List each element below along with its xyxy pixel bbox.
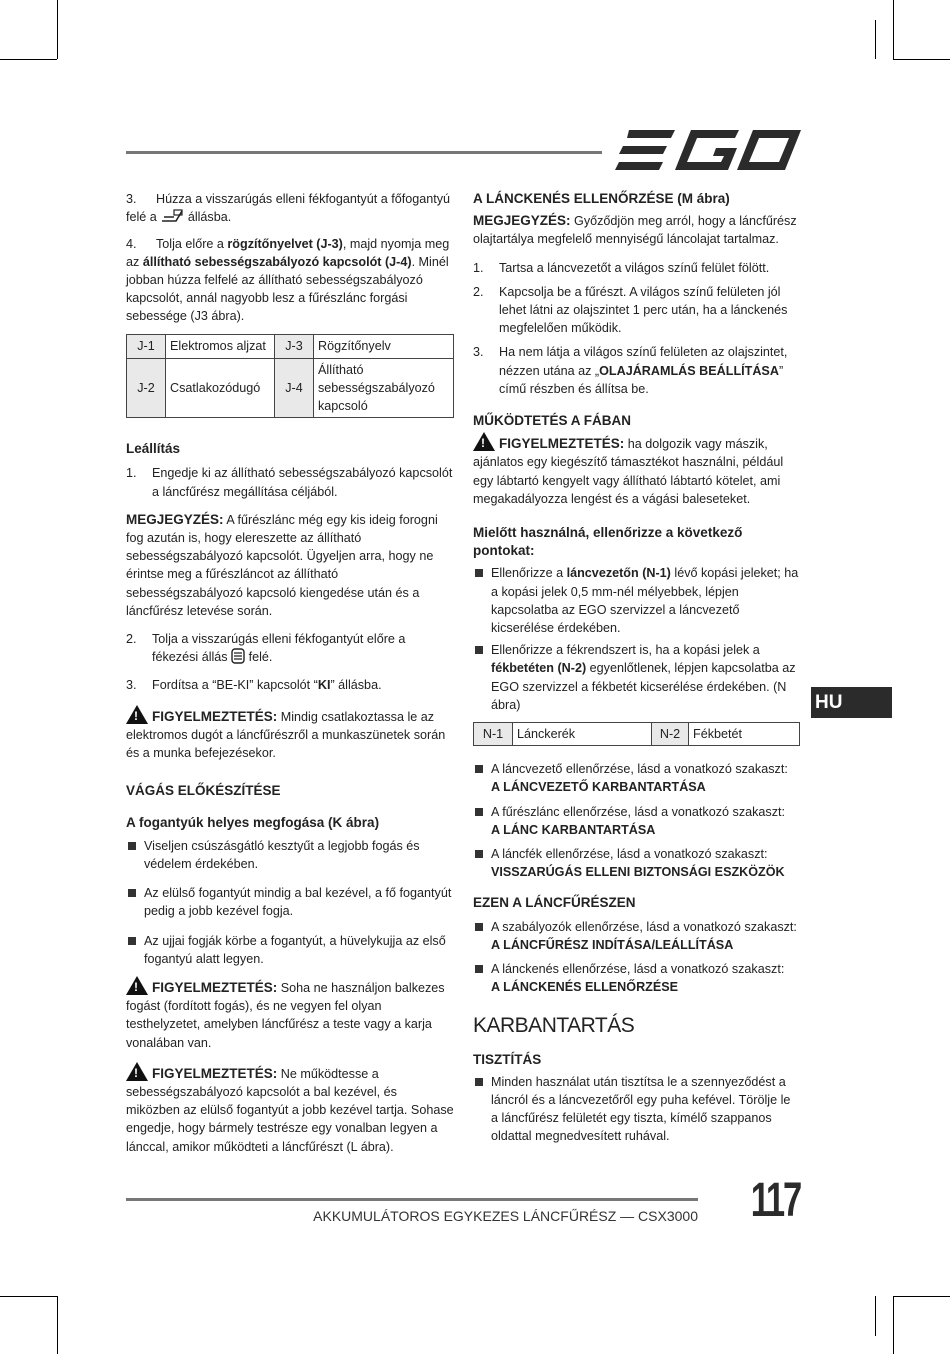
- table-row: [127, 334, 454, 358]
- bullet-icon: [475, 850, 483, 858]
- table-value: Rögzítőnyelv: [314, 334, 454, 358]
- check-step-3: [473, 343, 800, 398]
- table-key: J-1: [127, 334, 166, 358]
- step-4-bold: állítható sebességszabályozó kapcsolót (J-4): [142, 254, 412, 269]
- note-label: MEGJEGYZÉS:: [126, 511, 224, 527]
- crop-mark: [0, 1296, 57, 1297]
- check-step-1: [473, 259, 800, 277]
- left-column: [126, 190, 454, 1156]
- warning-label: FIGYELMEZTETÉS:: [152, 1065, 278, 1081]
- warning-text: Mindig csatlakoztassa le az elektromos dugót a láncfűrészről a munkaszünetek során és a munka befejezésekor.: [126, 709, 446, 761]
- list-item: [473, 564, 800, 637]
- brake-position-icon: [231, 648, 245, 664]
- note: [126, 511, 454, 620]
- step-number: 2.: [473, 284, 484, 299]
- step-3-body: Húzza a visszarúgás elleni fékfogantyút a főfogantyú felé a: [126, 192, 451, 225]
- list-item-text: [491, 803, 785, 839]
- cut-heading: VÁGÁS ELŐKÉSZÍTÉSE: [126, 783, 281, 799]
- check-step-2: [473, 283, 800, 338]
- step-number: 2.: [126, 632, 137, 647]
- list-item-text: [491, 918, 797, 954]
- step-number: 3.: [126, 678, 137, 693]
- step-number: 3.: [473, 345, 484, 360]
- stop-step-1: [126, 464, 454, 500]
- lubrication-check-heading: A LÁNCKENÉS ELLENŐRZÉSE (M ábra): [473, 191, 730, 206]
- step-number: 4.: [126, 236, 137, 251]
- table-key: J-2: [127, 358, 166, 418]
- language-tab-label: HU: [815, 692, 843, 713]
- bullet-icon: [475, 765, 483, 773]
- table-key: J-3: [275, 334, 314, 358]
- bullet-icon: [475, 569, 483, 577]
- warning-label: FIGYELMEZTETÉS:: [152, 979, 278, 995]
- step-tail: felé.: [248, 650, 273, 665]
- list-item: [473, 641, 800, 714]
- list-item: [473, 760, 800, 796]
- table-row: [474, 723, 800, 746]
- table-value: Állítható sebességszabályozó kapcsoló: [314, 358, 454, 418]
- step-text: Kapcsolja be a fűrészt. A világos színű felületen jól lehet látni az olajszintet 1 perc után, ha a lánckenés megfelelően működik.: [499, 284, 788, 336]
- step-4-text: Tolja előre a: [156, 236, 228, 251]
- step-4-text: , majd nyomja meg az: [126, 236, 450, 269]
- bullet-icon: [475, 808, 483, 816]
- header-rule: [126, 151, 602, 154]
- warning: [473, 432, 800, 508]
- bullet-icon: [475, 965, 483, 973]
- list-item: [126, 932, 454, 968]
- list-item-text: Az ujjai fogják körbe a fogantyút, a hüvelykujja az első fogantyú alatt legyen.: [144, 933, 446, 966]
- before-use-heading: Mielőtt használná, ellenőrizze a következő pontokat:: [473, 525, 743, 559]
- list-item-text: [491, 960, 784, 996]
- step-body: Ha nem látja a világos színű felületen az olajszintet, nézzen utána az „: [499, 345, 788, 378]
- list-item-bold: A LÁNCFŰRÉSZ INDÍTÁSA/LEÁLLÍTÁSA: [491, 937, 734, 952]
- list-item-bold: VISSZARÚGÁS ELLENI BIZTONSÁGI ESZKÖZÖK: [491, 865, 785, 880]
- crop-mark: [893, 1296, 950, 1297]
- note-label: MEGJEGYZÉS:: [473, 213, 571, 229]
- step-number: 1.: [126, 466, 137, 481]
- step-body: ” című részben és állítsa be.: [499, 363, 784, 396]
- step-text: [499, 343, 800, 398]
- list-item-body: A fűrészlánc ellenőrzése, lásd a vonatkozó szakaszt:: [491, 804, 786, 819]
- warning-icon: [126, 705, 148, 724]
- footer-text: AKKUMULÁTOROS EGYKEZES LÁNCFŰRÉSZ — CSX3000: [313, 1208, 698, 1224]
- table-row: [127, 358, 454, 418]
- parts-table-j: [126, 334, 454, 419]
- bullet-icon: [128, 889, 136, 897]
- crop-mark: [57, 0, 58, 59]
- crop-mark: [875, 20, 876, 59]
- list-item-body: egyenlőtlenek, lépjen kapcsolatba az EGO szervizzel a fékbetét kicserélése érdekében. (N ábra): [491, 661, 796, 712]
- stop-heading: Leállítás: [126, 441, 181, 457]
- step-4-bold: rögzítőnyelvet (J-3): [227, 236, 343, 251]
- step-text: Engedje ki az állítható sebességszabályozó kapcsolót a láncfűrész megállítása céljából.: [152, 466, 453, 499]
- ego-logo: [615, 130, 801, 172]
- list-item-body: A lánckenés ellenőrzése, lásd a vonatkozó szakaszt:: [491, 962, 785, 977]
- crop-mark: [57, 1296, 58, 1354]
- warning-icon: [126, 1062, 148, 1081]
- list-item-text: Az elülső fogantyút mindig a bal kezével, a fő fogantyút pedig a jobb kezével fogja.: [144, 886, 452, 919]
- note-text: A fűrészlánc még egy kis ideig forogni fog azután is, hogy elereszette az állítható sebességszabályozó kapcsolót. Ügyeljen arra, hogy ne érintse meg a fűrészláncot az állítható sebességszabályozó kapcsoló kiengedése után és a láncfűrész letevése során.: [126, 512, 438, 618]
- list-item: [473, 918, 800, 954]
- list-item-bold: A LÁNC KARBANTARTÁSA: [491, 822, 656, 837]
- bullet-icon: [475, 646, 483, 654]
- list-item: [473, 960, 800, 996]
- crop-mark: [0, 59, 57, 60]
- list-item-text: Minden használat után tisztítsa le a szennyeződést a láncról és a láncvezetőről egy puha kefével. Törölje le a láncfűrész felületét egy tiszta, kímélő szappanos oldattal megnedvesített ruhával.: [491, 1074, 791, 1144]
- table-value: Elektromos aljzat: [166, 334, 275, 358]
- list-item-bold: A LÁNCVEZETŐ KARBANTARTÁSA: [491, 780, 706, 795]
- list-item-body: Ellenőrizze a: [491, 566, 567, 581]
- maintenance-heading: KARBANTARTÁS: [473, 1013, 635, 1037]
- right-column: [473, 190, 800, 1146]
- crop-mark: [893, 59, 950, 60]
- step-4-text: . Minél jobban húzza felfelé az állítható sebességszabályozó kapcsolót, annál nagyobb lesz a fűrészlánc forgási sebessége (J3 ábra).: [126, 254, 449, 324]
- step-text: [152, 630, 454, 666]
- warning-text: Ne működtesse a sebességszabályozó kapcsolót a bal kezével, és miközben az elülső fogantyút a jobb kezével tartja. Sohase engedje, hogy bármely testrésze egy vonalban legyen a lánccal, amikor működteti a láncfűrészt (L ábra).: [126, 1066, 454, 1154]
- warning-2: [126, 976, 454, 1052]
- list-item: [126, 837, 454, 873]
- saw-heading: EZEN A LÁNCFŰRÉSZEN: [473, 894, 636, 910]
- step-text: [152, 676, 382, 694]
- list-item-body: A szabályozók ellenőrzése, lásd a vonatkozó szakaszt:: [491, 919, 797, 934]
- list-item-body: Ellenőrizze a fékrendszert is, ha a kopási jelek a: [491, 643, 760, 658]
- list-item: [126, 884, 454, 920]
- list-item-bold: láncvezetőn (N-1): [566, 566, 671, 581]
- table-key: J-4: [275, 358, 314, 418]
- page-number: 117: [750, 1174, 800, 1227]
- list-item-text: Viseljen csúszásgátló kesztyűt a legjobb fogás és védelem érdekében.: [144, 838, 420, 871]
- list-item-body: A láncfék ellenőrzése, lásd a vonatkozó szakaszt:: [491, 847, 768, 862]
- list-item-text: [491, 845, 785, 881]
- warning-3: [126, 1062, 454, 1156]
- list-item-bold: fékbetéten (N-2): [491, 661, 587, 676]
- list-item-text: [491, 641, 800, 714]
- warning-icon: [473, 432, 495, 451]
- list-item-text: [491, 564, 800, 637]
- step-bold: KI: [317, 678, 331, 693]
- bullet-icon: [128, 842, 136, 850]
- tree-heading: MŰKÖDTETÉS A FÁBAN: [473, 413, 631, 429]
- step-4: [126, 235, 454, 326]
- list-item-body: A láncvezető ellenőrzése, lásd a vonatkozó szakaszt:: [491, 762, 788, 777]
- language-tab: [811, 687, 892, 718]
- table-key: N-2: [652, 723, 689, 746]
- warning-label: FIGYELMEZTETÉS:: [499, 436, 625, 452]
- warning-icon: [126, 976, 148, 995]
- warning-text: Soha ne használjon balkezes fogást (fordított fogás), és ne vegyen fel olyan testhelyzetet, amelyben láncfűrész a teste vagy a karja vonalában van.: [126, 980, 445, 1050]
- warning-1: [126, 705, 454, 763]
- table-value: Lánckerék: [513, 723, 652, 746]
- table-value: Csatlakozódugó: [166, 358, 275, 418]
- warning-text: ha dolgozik vagy mászik, ajánlatos egy kiegészítő támasztékot használni, például egy lábtartó kengyelt vagy állítható lábtartó kötelet, ami megakadályozza lengést és a vágási baleseteket.: [473, 437, 784, 506]
- list-item-bold: A LÁNCKENÉS ELLENŐRZÉSE: [491, 980, 679, 995]
- brake-handle-icon: [160, 209, 184, 223]
- list-item: [473, 803, 800, 839]
- step-3-text: [126, 190, 454, 226]
- bullet-icon: [475, 923, 483, 931]
- table-key: N-1: [474, 723, 513, 746]
- crop-mark: [893, 1296, 894, 1354]
- list-item: [473, 1073, 800, 1146]
- step-body: Fordítsa a “BE-KI” kapcsolót “: [152, 678, 318, 693]
- stop-step-2: [126, 630, 454, 666]
- cleaning-heading: TISZTÍTÁS: [473, 1051, 542, 1067]
- step-bold: OLAJÁRAMLÁS BEÁLLÍTÁSA: [599, 363, 779, 378]
- note-text: Győződjön meg arról, hogy a láncfűrész olajtartálya megfelelő mennyiségű láncolajat tartalmaz.: [473, 214, 797, 247]
- bullet-icon: [128, 937, 136, 945]
- step-body: ” állásba.: [330, 678, 382, 693]
- list-item-text: [491, 760, 788, 796]
- step-number: 3.: [126, 192, 137, 206]
- step-body: Tolja a visszarúgás elleni fékfogantyút előre a fékezési állás: [152, 632, 406, 665]
- list-item: [473, 845, 800, 881]
- crop-mark: [893, 0, 894, 59]
- footer-rule: [126, 1198, 698, 1201]
- step-text: Tartsa a láncvezetőt a világos színű felület fölött.: [499, 260, 770, 275]
- table-value: Fékbetét: [689, 723, 800, 746]
- stop-step-3: [126, 676, 454, 694]
- note: [473, 212, 800, 248]
- step-3-tail: állásba.: [187, 210, 232, 225]
- grip-heading: A fogantyúk helyes megfogása (K ábra): [126, 815, 380, 831]
- parts-table-n: [473, 722, 800, 746]
- warning-label: FIGYELMEZTETÉS:: [152, 708, 278, 724]
- crop-mark: [875, 1296, 876, 1336]
- bullet-icon: [475, 1078, 483, 1086]
- list-item-body: lévő kopási jeleket; ha a kopási jelek 0,5 mm-nél mélyebbek, lépjen kapcsolatba az EGO szervizzel a láncvezető kicserélése érdekében.: [491, 566, 799, 636]
- step-number: 1.: [473, 260, 484, 275]
